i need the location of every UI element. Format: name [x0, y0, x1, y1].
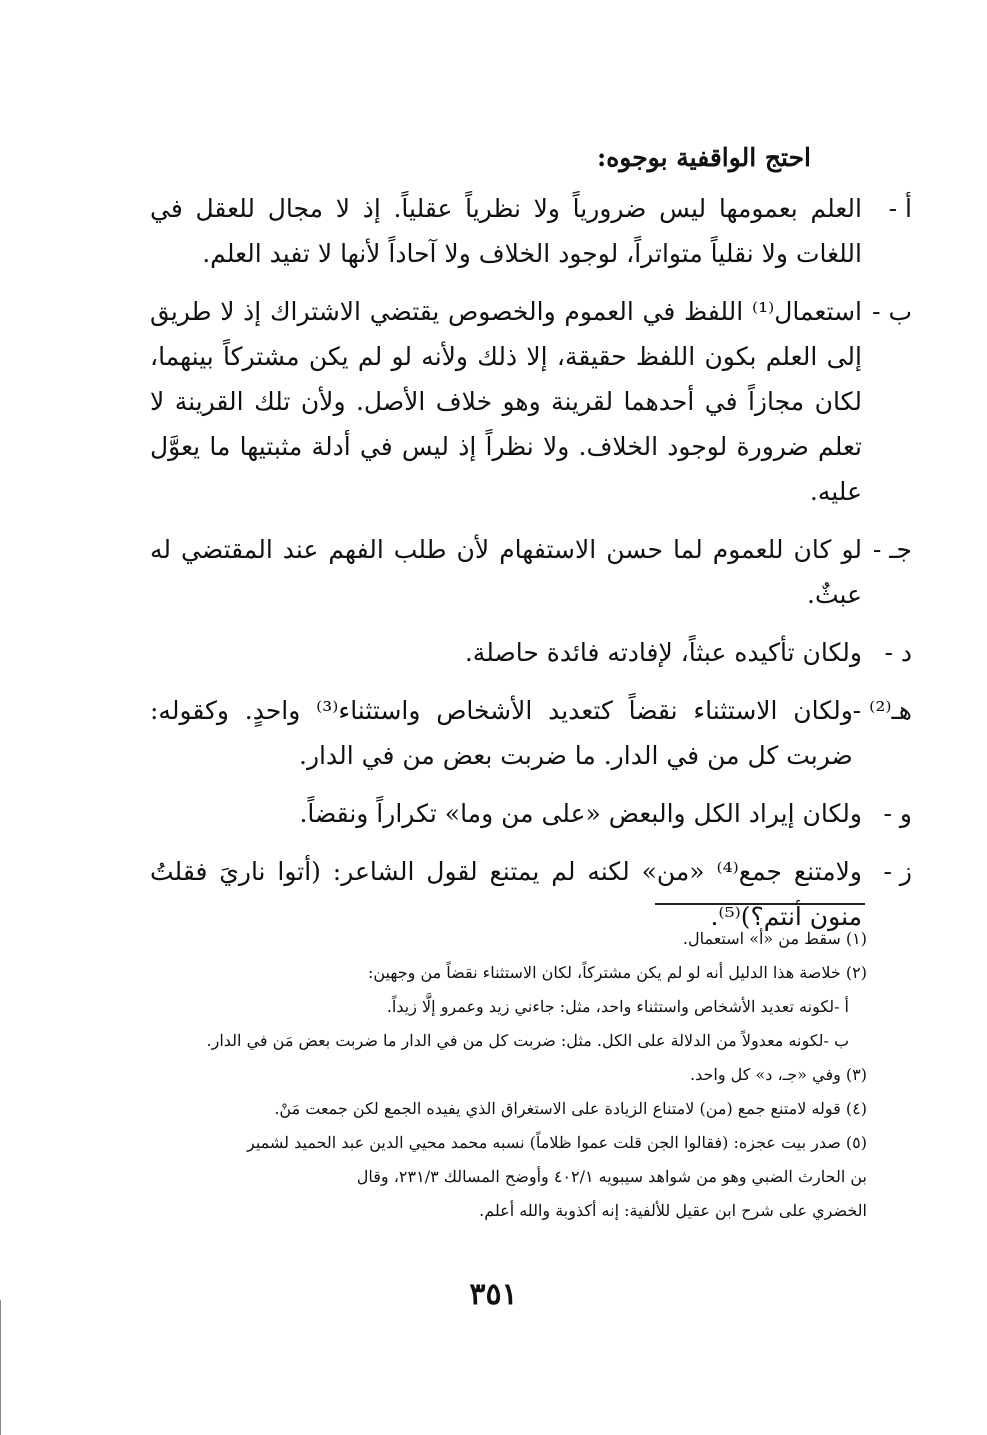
footnote-5 [165, 1126, 867, 1228]
list-item-waw [150, 791, 912, 836]
page-number: ٣٥١ [469, 1277, 518, 1312]
item-marker: د - [884, 638, 912, 667]
footnote-2: (٢) خلاصة هذا الدليل أنه لو لم يكن مشتركاً، لكان الاستثناء نقضاً من وجهين: [367, 963, 867, 982]
item-text: استعمال⁽¹⁾ اللفظ في العموم والخصوص يقتضي الاشتراك إذ لا طريق إلى العلم بكون اللفظ حقيقة، إلا ذلك ولأنه لو لم يكن مشتركاً بينهما، لكان مجازاً في أحدهما لقرينة وهو خلاف الأصل. ولأن تلك القرينة لا تعلم ضرورة لوجود الخلاف. ولا نظراً إذ ليس في أدلة مثبتيها ما يعوَّل عليه. [150, 297, 862, 506]
list-item-ba [150, 289, 912, 514]
list-item-alif [150, 186, 912, 276]
list-item-dal [150, 630, 912, 675]
scan-edge-line [0, 1300, 1, 1435]
item-marker: ب - [872, 297, 912, 326]
list-item-ha [150, 688, 912, 778]
item-marker: جـ - [872, 535, 912, 564]
footnote-2-sub-a: أ -لكونه تعديد الأشخاص واستثناء واحد، مثل: جاءني زيد وعمرو إلَّا زيداً. [386, 997, 849, 1016]
item-text: العلم بعمومها ليس ضرورياً ولا نظرياً عقلياً. إذ لا مجال للعقل في اللغات ولا نقلياً متواتراً، لوجود الخلاف ولا آحاداً لأنها لا تفيد العلم. [150, 194, 862, 268]
item-text: ولكان إيراد الكل والبعض «على من وما» تكراراً ونقضاً. [299, 799, 862, 828]
item-marker: أ - [888, 194, 912, 223]
item-marker: و - [883, 799, 912, 828]
section-heading: احتج الواقفية بوجوه: [596, 143, 811, 172]
footnote-separator [655, 903, 865, 905]
footnote-3: (٣) وفي «جـ، د» كل واحد. [690, 1065, 867, 1084]
item-marker: هـ⁽²⁾ - [852, 696, 912, 725]
list-item-jim [150, 527, 912, 617]
footnote-5-line-3: الخضري على شرح ابن عقيل للألفية: إنه أكذوبة والله أعلم. [479, 1201, 867, 1220]
footnote-2-sub-b: ب -لكونه معدولاً من الدلالة على الكل. مثل: ضربت كل من في الدار ما ضربت بعض مَن في الدار. [206, 1031, 849, 1050]
item-text: ولامتنع جمع⁽⁴⁾ «من» لكنه لم يمتنع لقول الشاعر: (أتوا ناريَ فقلتُ منون أنتم؟)⁽⁵⁾. [150, 857, 862, 931]
footnote-4: (٤) قوله لامتنع جمع (من) لامتناع الزيادة على الاستغراق الذي يفيده الجمع لكن جمعت مَنْ. [274, 1099, 867, 1118]
item-text: لو كان للعموم لما حسن الاستفهام لأن طلب الفهم عند المقتضي له عبثٌ. [150, 535, 862, 609]
footnotes [165, 922, 867, 1228]
footnote-5-line-2: بن الحارث الضبي وهو من شواهد سيبويه ٤٠٢/١ وأوضح المسالك ٢٣١/٣، وقال [356, 1167, 867, 1186]
item-text: ولكان تأكيده عبثاً، لإفادته فائدة حاصلة. [464, 638, 862, 667]
main-text [150, 186, 912, 952]
footnote-1: (١) سقط من «أ» استعمال. [682, 929, 867, 948]
item-marker: ز - [883, 857, 912, 886]
item-text: ولكان الاستثناء نقضاً كتعديد الأشخاص واستثناء⁽³⁾ واحدٍ. وكقوله: ضربت كل من في الدار. ما ضربت بعض من في الدار. [150, 696, 853, 770]
footnote-5-line-1: (٥) صدر بيت عجزه: (فقالوا الجن قلت عموا ظلاماً) نسبه محمد محيي الدين عبد الحميد لشمير [246, 1133, 867, 1152]
